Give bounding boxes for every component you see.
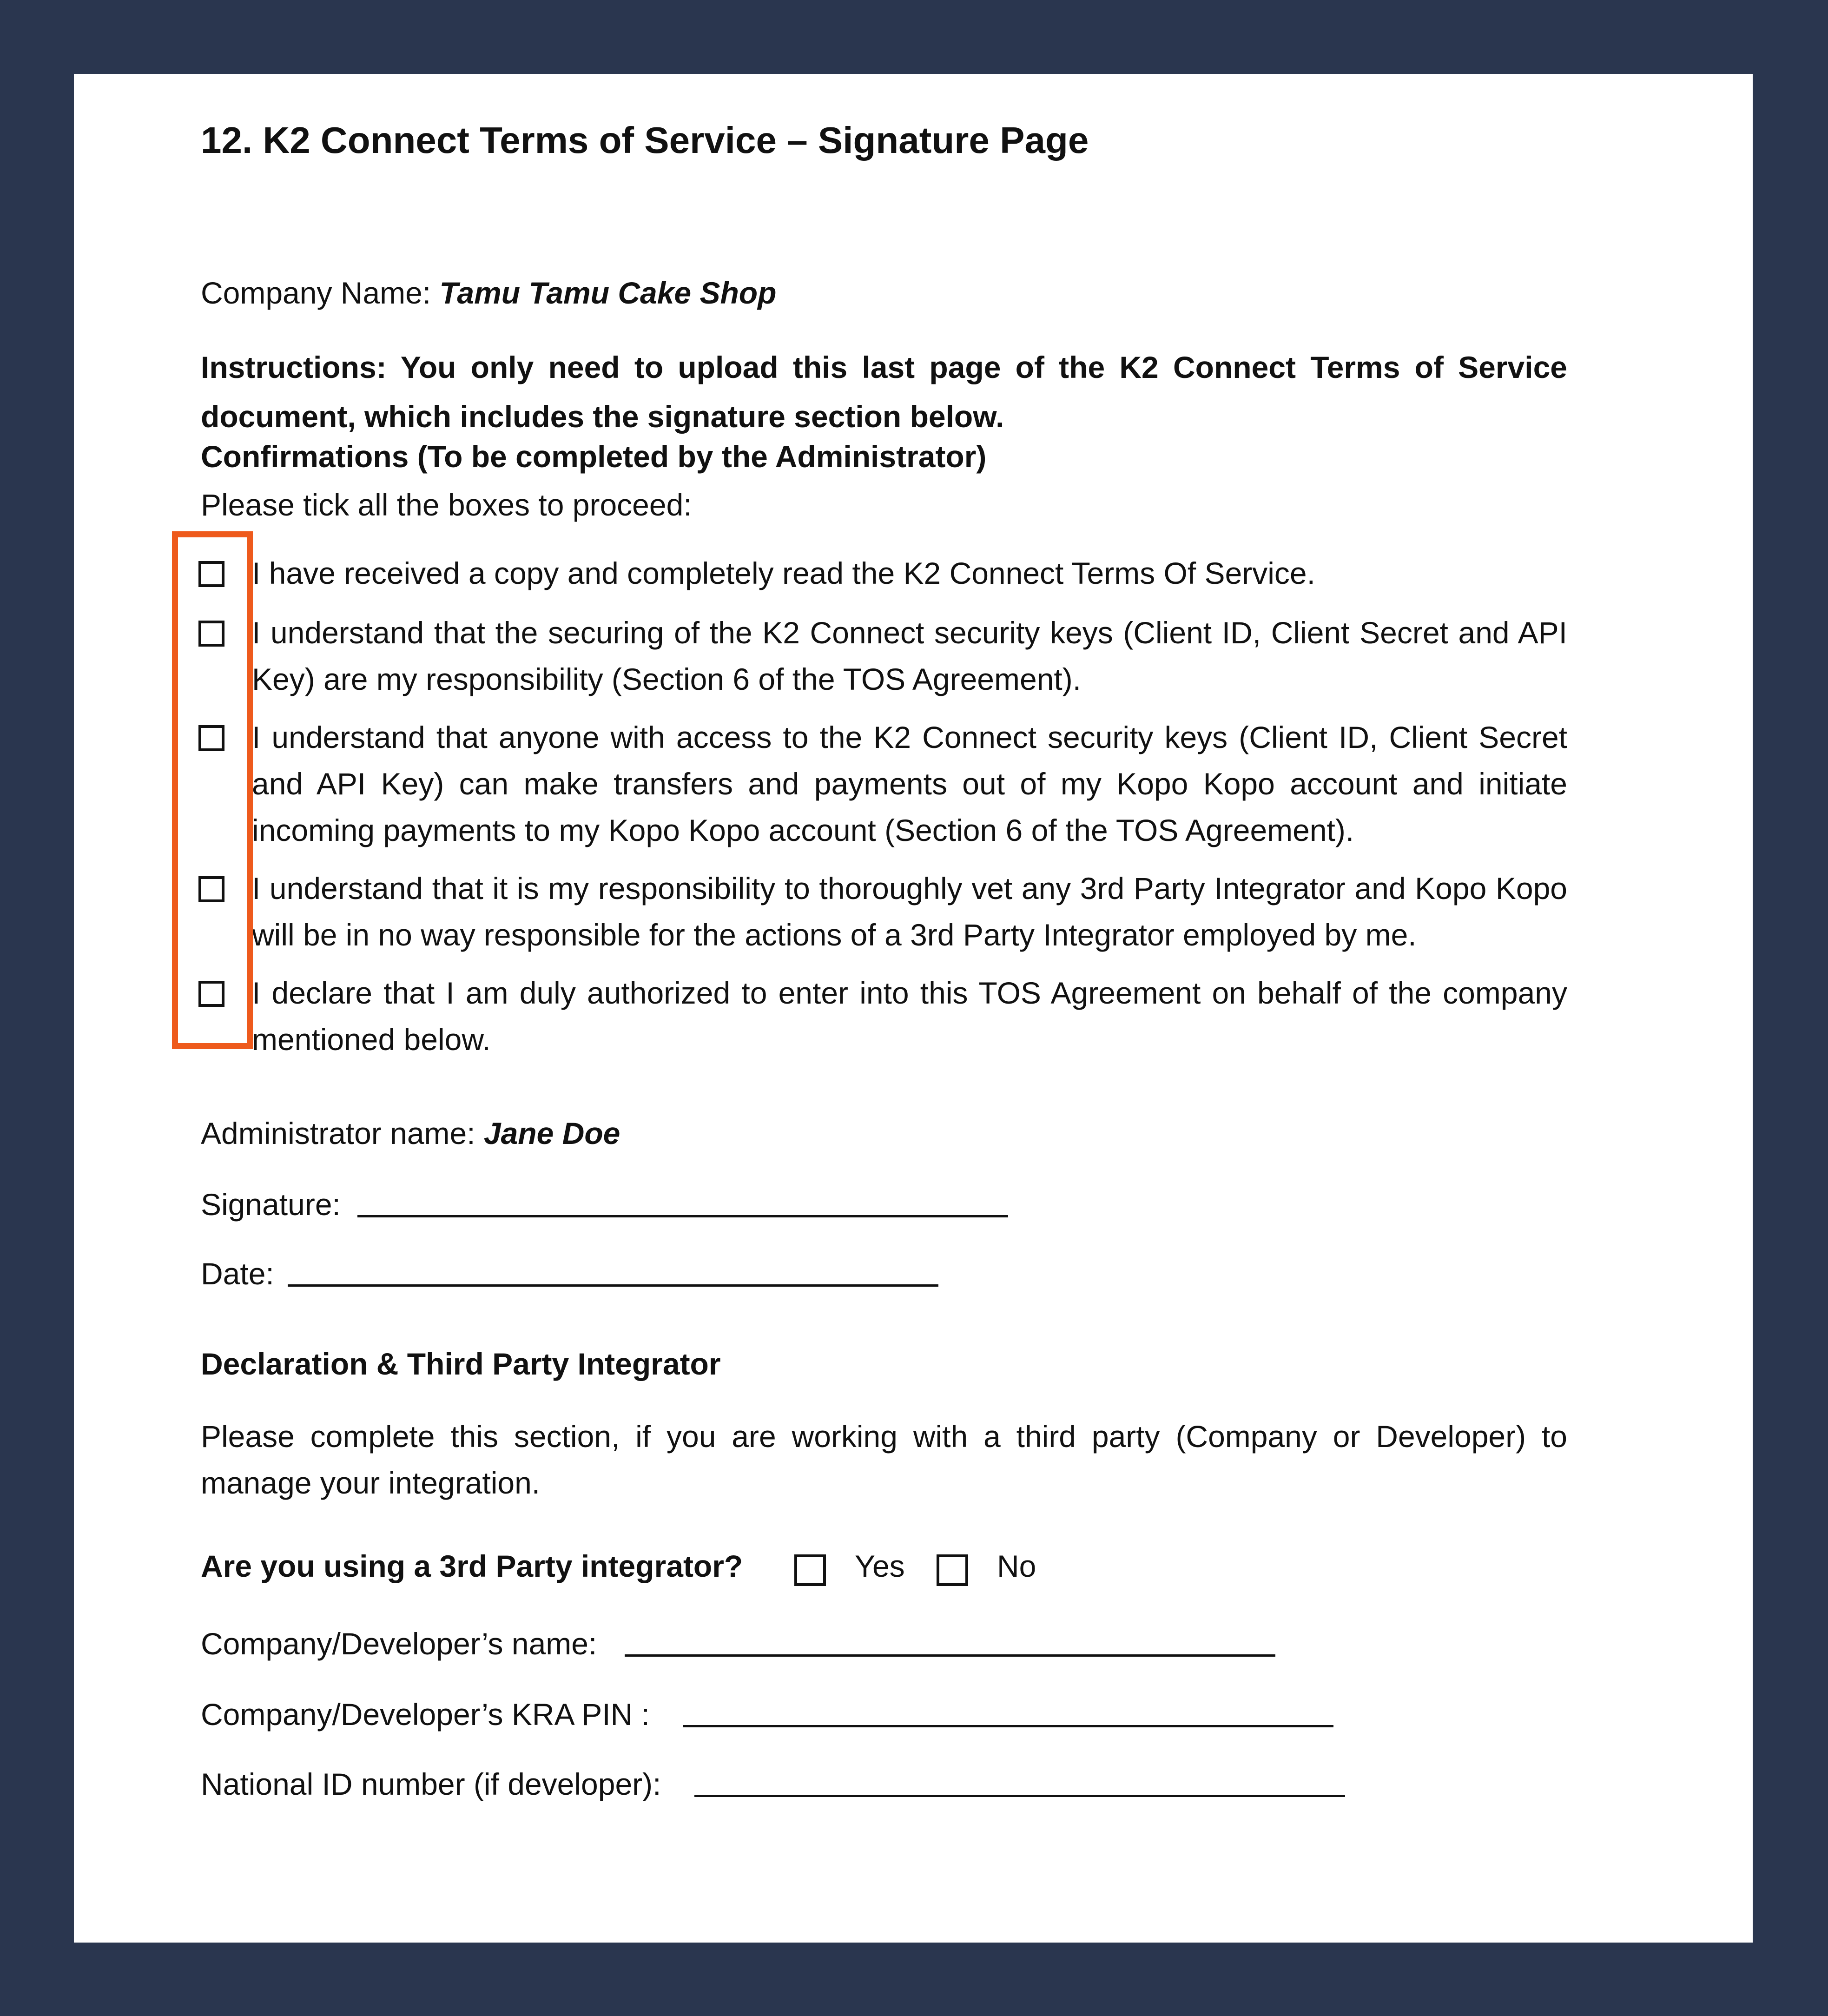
document-page (74, 74, 1753, 1943)
confirm-item-4: I understand that it is my responsibility to thoroughly vet any 3rd Party Integrator and Kopo Kopo will be in no way responsible for the actions of a 3rd Party Integrator employed by me. (252, 871, 1567, 952)
company-developer-name-label: Company/Developer’s name: (201, 1626, 597, 1661)
page-title: 12. K2 Connect Terms of Service – Signature Page (201, 119, 1089, 161)
confirm-checkbox-2[interactable] (198, 621, 224, 647)
confirm-checkbox-4[interactable] (198, 876, 224, 902)
yes-checkbox[interactable] (794, 1554, 826, 1586)
company-name-value: Tamu Tamu Cake Shop (439, 276, 777, 310)
yes-label: Yes (855, 1549, 905, 1583)
integrator-question: Are you using a 3rd Party integrator? (201, 1549, 743, 1583)
signature-label: Signature: (201, 1187, 341, 1222)
company-developer-name-line[interactable] (625, 1654, 1275, 1657)
date-label: Date: (201, 1256, 274, 1291)
confirm-checkbox-1[interactable] (198, 561, 224, 587)
confirm-item-1: I have received a copy and completely read the K2 Connect Terms Of Service. (252, 556, 1315, 590)
admin-name-value: Jane Doe (483, 1116, 620, 1150)
kra-pin-line[interactable] (683, 1725, 1333, 1727)
no-checkbox[interactable] (937, 1554, 968, 1586)
confirm-checkbox-3[interactable] (198, 725, 224, 751)
company-name-label: Company Name: (201, 276, 440, 310)
admin-name-label: Administrator name: (201, 1116, 484, 1150)
no-label: No (997, 1549, 1036, 1583)
confirm-checkbox-5[interactable] (198, 981, 224, 1007)
confirm-item-2: I understand that the securing of the K2 Connect security keys (Client ID, Client Secret and API Key) are my responsibility (Section 6 of the TOS Agreement). (252, 615, 1567, 696)
confirmations-subheading: Please tick all the boxes to proceed: (201, 488, 692, 522)
declaration-heading: Declaration & Third Party Integrator (201, 1347, 721, 1381)
instructions: Instructions: You only need to upload this last page of the K2 Connect Terms of Service document, which includes the signature section below. (201, 350, 1567, 434)
confirmations-heading: Confirmations (To be completed by the Administrator) (201, 439, 987, 474)
confirm-item-3: I understand that anyone with access to the K2 Connect security keys (Client ID, Client Secret and API Key) can make transfers and payments out of my Kopo Kopo account and initiate incoming payments to my Kopo Kopo account (Section 6 of the TOS Agreement). (252, 720, 1567, 847)
checkbox-highlight-box (172, 531, 253, 1049)
kra-pin-label: Company/Developer’s KRA PIN : (201, 1697, 650, 1732)
company-name-row (201, 270, 776, 316)
date-line[interactable] (288, 1284, 938, 1287)
national-id-label: National ID number (if developer): (201, 1767, 661, 1801)
signature-line[interactable] (357, 1215, 1008, 1217)
declaration-text: Please complete this section, if you are working with a third party (Company or Developer) to manage your integration. (201, 1419, 1567, 1500)
admin-name-row (201, 1110, 620, 1157)
confirm-item-5: I declare that I am duly authorized to enter into this TOS Agreement on behalf of the company mentioned below. (252, 976, 1567, 1057)
national-id-line[interactable] (694, 1795, 1345, 1797)
